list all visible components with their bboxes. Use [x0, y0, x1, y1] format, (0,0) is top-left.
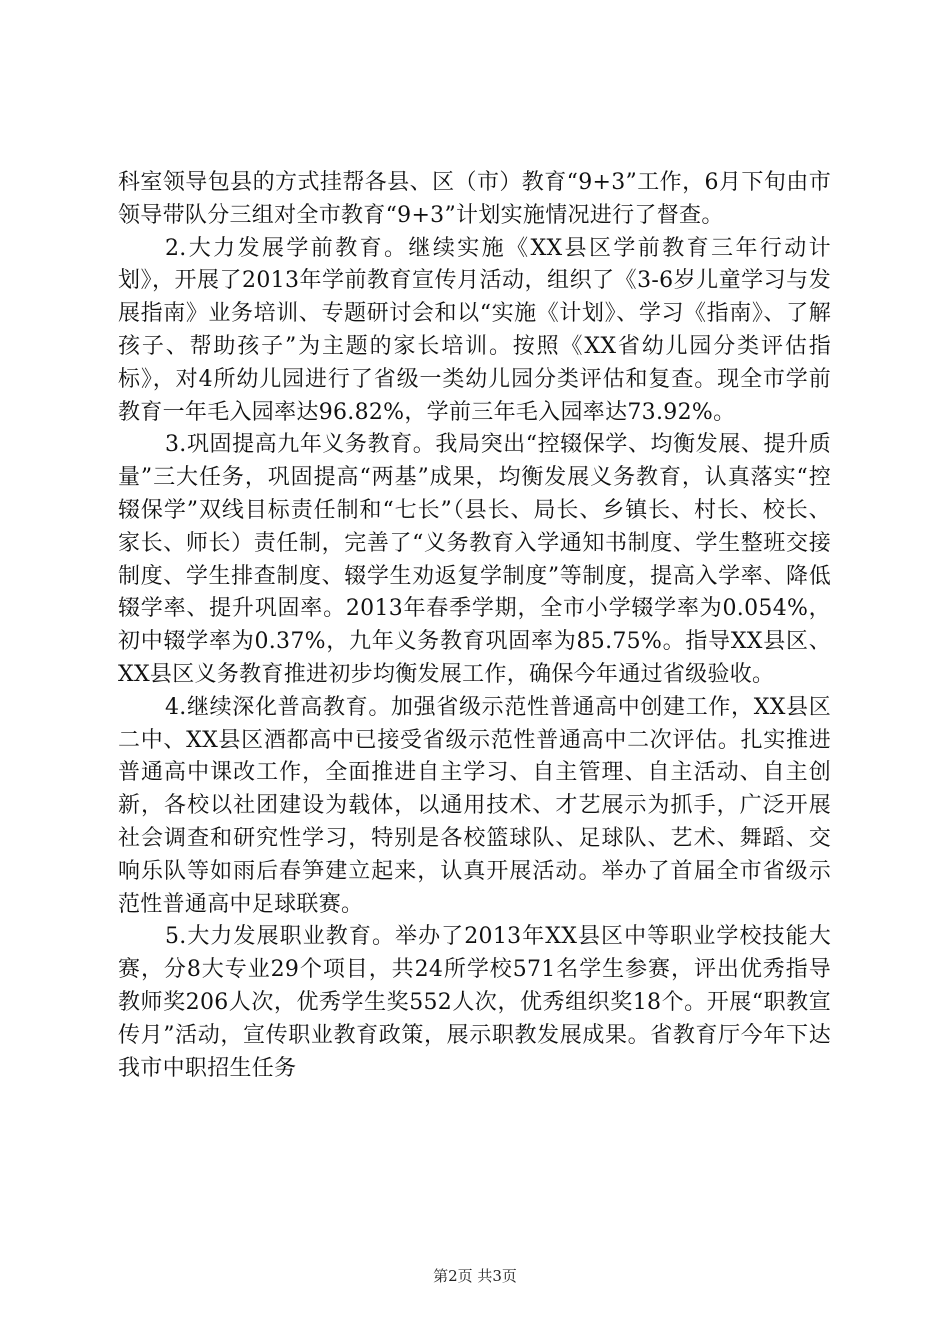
paragraph-high-school-education: 4.继续深化普高教育。加强省级示范性普通高中创建工作，XX县区二中、XX县区酒都高中已接受省级示范性普通高中二次评估。扎实推进普通高中课改工作，全面推进自主学习、自主管理、自主活动、自主创新，各校以社团建设为载体，以通用技术、才艺展示为抓手，广泛开展社会调查和研究性学习，特别是各校篮球队、足球队、艺术、舞蹈、交响乐队等如雨后春笋建立起来，认真开展活动。举办了首届全市省级示范性普通高中足球联赛。 — [118, 694, 831, 917]
paragraph-continuation: 科室领导包县的方式挂帮各县、区（市）教育“9+3”工作，6月下旬由市领导带队分三组对全市教育“9+3”计划实施情况进行了督查。 — [118, 170, 831, 228]
page-footer: 第2页 共3页 — [433, 1267, 517, 1285]
paragraph-preschool-education: 2.大力发展学前教育。继续实施《XX县区学前教育三年行动计划》，开展了2013年学前教育宣传月活动，组织了《3-6岁儿童学习与发展指南》业务培训、专题研讨会和以“实施《计划》、学习《指南》、了解孩子、帮助孩子”为主题的家长培训。按照《XX省幼儿园分类评估指标》，对4所幼儿园进行了省级一类幼儿园分类评估和复查。现全市学前教育一年毛入园率达96.82%，学前三年毛入园率达73.92%。 — [118, 235, 831, 425]
paragraph-vocational-education: 5.大力发展职业教育。举办了2013年XX县区中等职业学校技能大赛，分8大专业29个项目，共24所学校571名学生参赛，评出优秀指导教师奖206人次，优秀学生奖552人次，优秀组织奖18个。开展“职教宣传月”活动，宣传职业教育政策，展示职教发展成果。省教育厅今年下达我市中职招生任务 — [118, 924, 831, 1081]
body-text — [118, 167, 831, 1085]
paragraph-compulsory-education: 3.巩固提高九年义务教育。我局突出“控辍保学、均衡发展、提升质量”三大任务，巩固提高“两基”成果，均衡发展义务教育，认真落实“控辍保学”双线目标责任制和“七长”（县长、局长、乡镇长、村长、校长、家长、师长）责任制，完善了“义务教育入学通知书制度、学生整班交接制度、学生排查制度、辍学生劝返复学制度”等制度，提高入学率、降低辍学率、提升巩固率。2013年春季学期，全市小学辍学率为0.054%，初中辍学率为0.37%，九年义务教育巩固率为85.75%。指导XX县区、XX县区义务教育推进初步均衡发展工作，确保今年通过省级验收。 — [118, 432, 831, 687]
